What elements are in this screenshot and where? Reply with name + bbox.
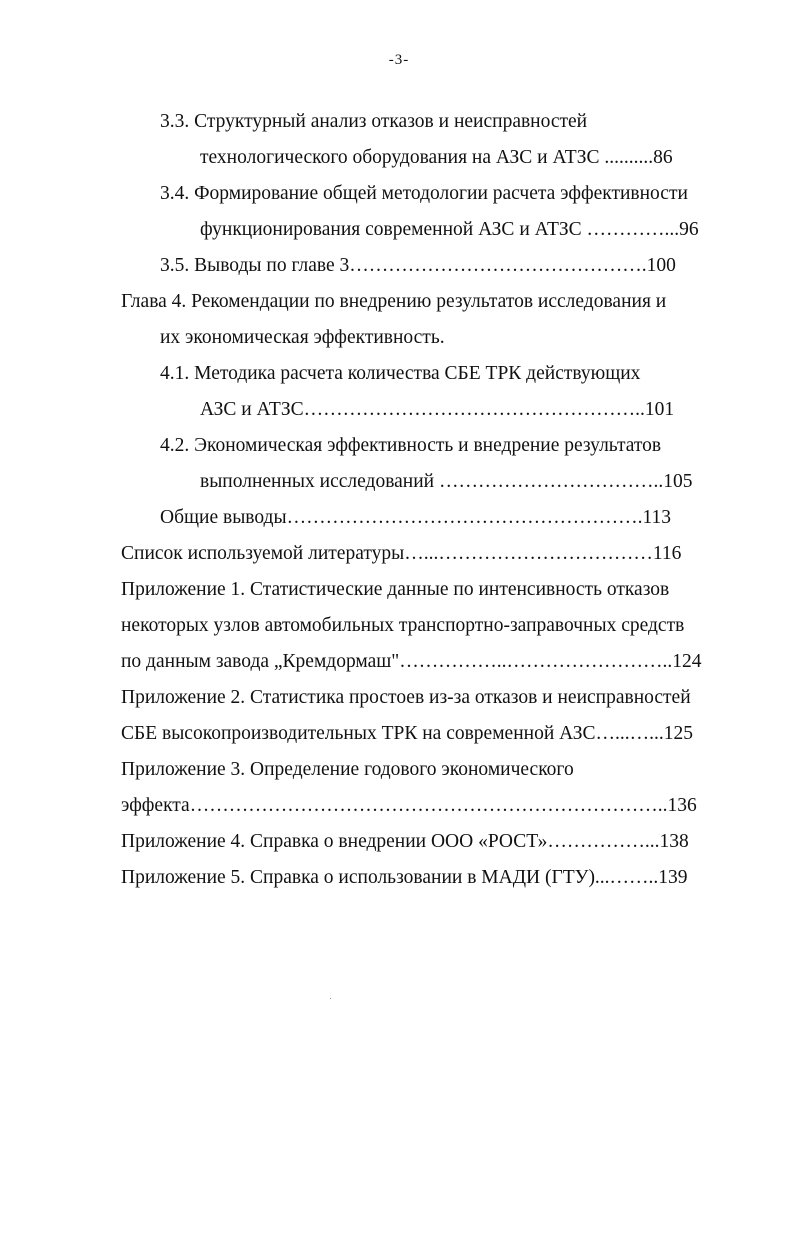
scan-speck [330, 998, 331, 999]
toc-line-appendix-3-title: Приложение 3. Определение годового экономического [121, 759, 574, 780]
toc-line-appendix-1-cont: некоторых узлов автомобильных транспортно-заправочных средств [121, 615, 685, 636]
toc-line-4-2-cont: выполненных исследований ……………………………..105 [200, 471, 693, 492]
toc-line-4-2-title: 4.2. Экономическая эффективность и внедрение результатов [160, 435, 662, 456]
toc-line-3-3-cont: технологического оборудования на АЗС и АТЗС ..........86 [200, 147, 673, 168]
toc-line-references: Список используемой литературы…...……………………………116 [121, 543, 682, 564]
toc-line-appendix-5: Приложение 5. Справка о использовании в МАДИ (ГТУ)...……..139 [121, 867, 688, 888]
toc-line-4-1-title: 4.1. Методика расчета количества СБЕ ТРК действующих [160, 363, 641, 384]
page-number: -3- [388, 52, 410, 68]
toc-line-appendix-3-cont: эффекта………………………………………………………………..136 [121, 795, 697, 816]
toc-line-appendix-1-title: Приложение 1. Статистические данные по интенсивность отказов [121, 579, 670, 600]
toc-line-appendix-2-title: Приложение 2. Статистика простоев из-за отказов и неисправностей [121, 687, 691, 708]
toc-line-3-4-title: 3.4. Формирование общей методологии расчета эффективности [160, 183, 688, 204]
toc-line-general-conclusions: Общие выводы……………………………………………….113 [160, 507, 671, 528]
toc-line-appendix-1-end: по данным завода „Кремдормаш"……………..……………………..124 [121, 651, 702, 672]
toc-line-4-1-cont: АЗС и АТЗС……………………………………………..101 [200, 399, 675, 420]
toc-line-3-3-title: 3.3. Структурный анализ отказов и неисправностей [160, 111, 588, 132]
toc-line-chapter-4-title: Глава 4. Рекомендации по внедрению результатов исследования и [121, 291, 667, 312]
toc-line-appendix-4: Приложение 4. Справка о внедрении ООО «РОСТ»……………...138 [121, 831, 689, 852]
toc-line-appendix-2-cont: СБЕ высокопроизводительных ТРК на современной АЗС…...…...125 [121, 723, 694, 744]
toc-line-chapter-4-cont: их экономическая эффективность. [160, 327, 445, 348]
toc-line-3-5: 3.5. Выводы по главе 3……………………………………….100 [160, 255, 676, 276]
toc-line-3-4-cont: функционирования современной АЗС и АТЗС …………...96 [200, 219, 699, 240]
